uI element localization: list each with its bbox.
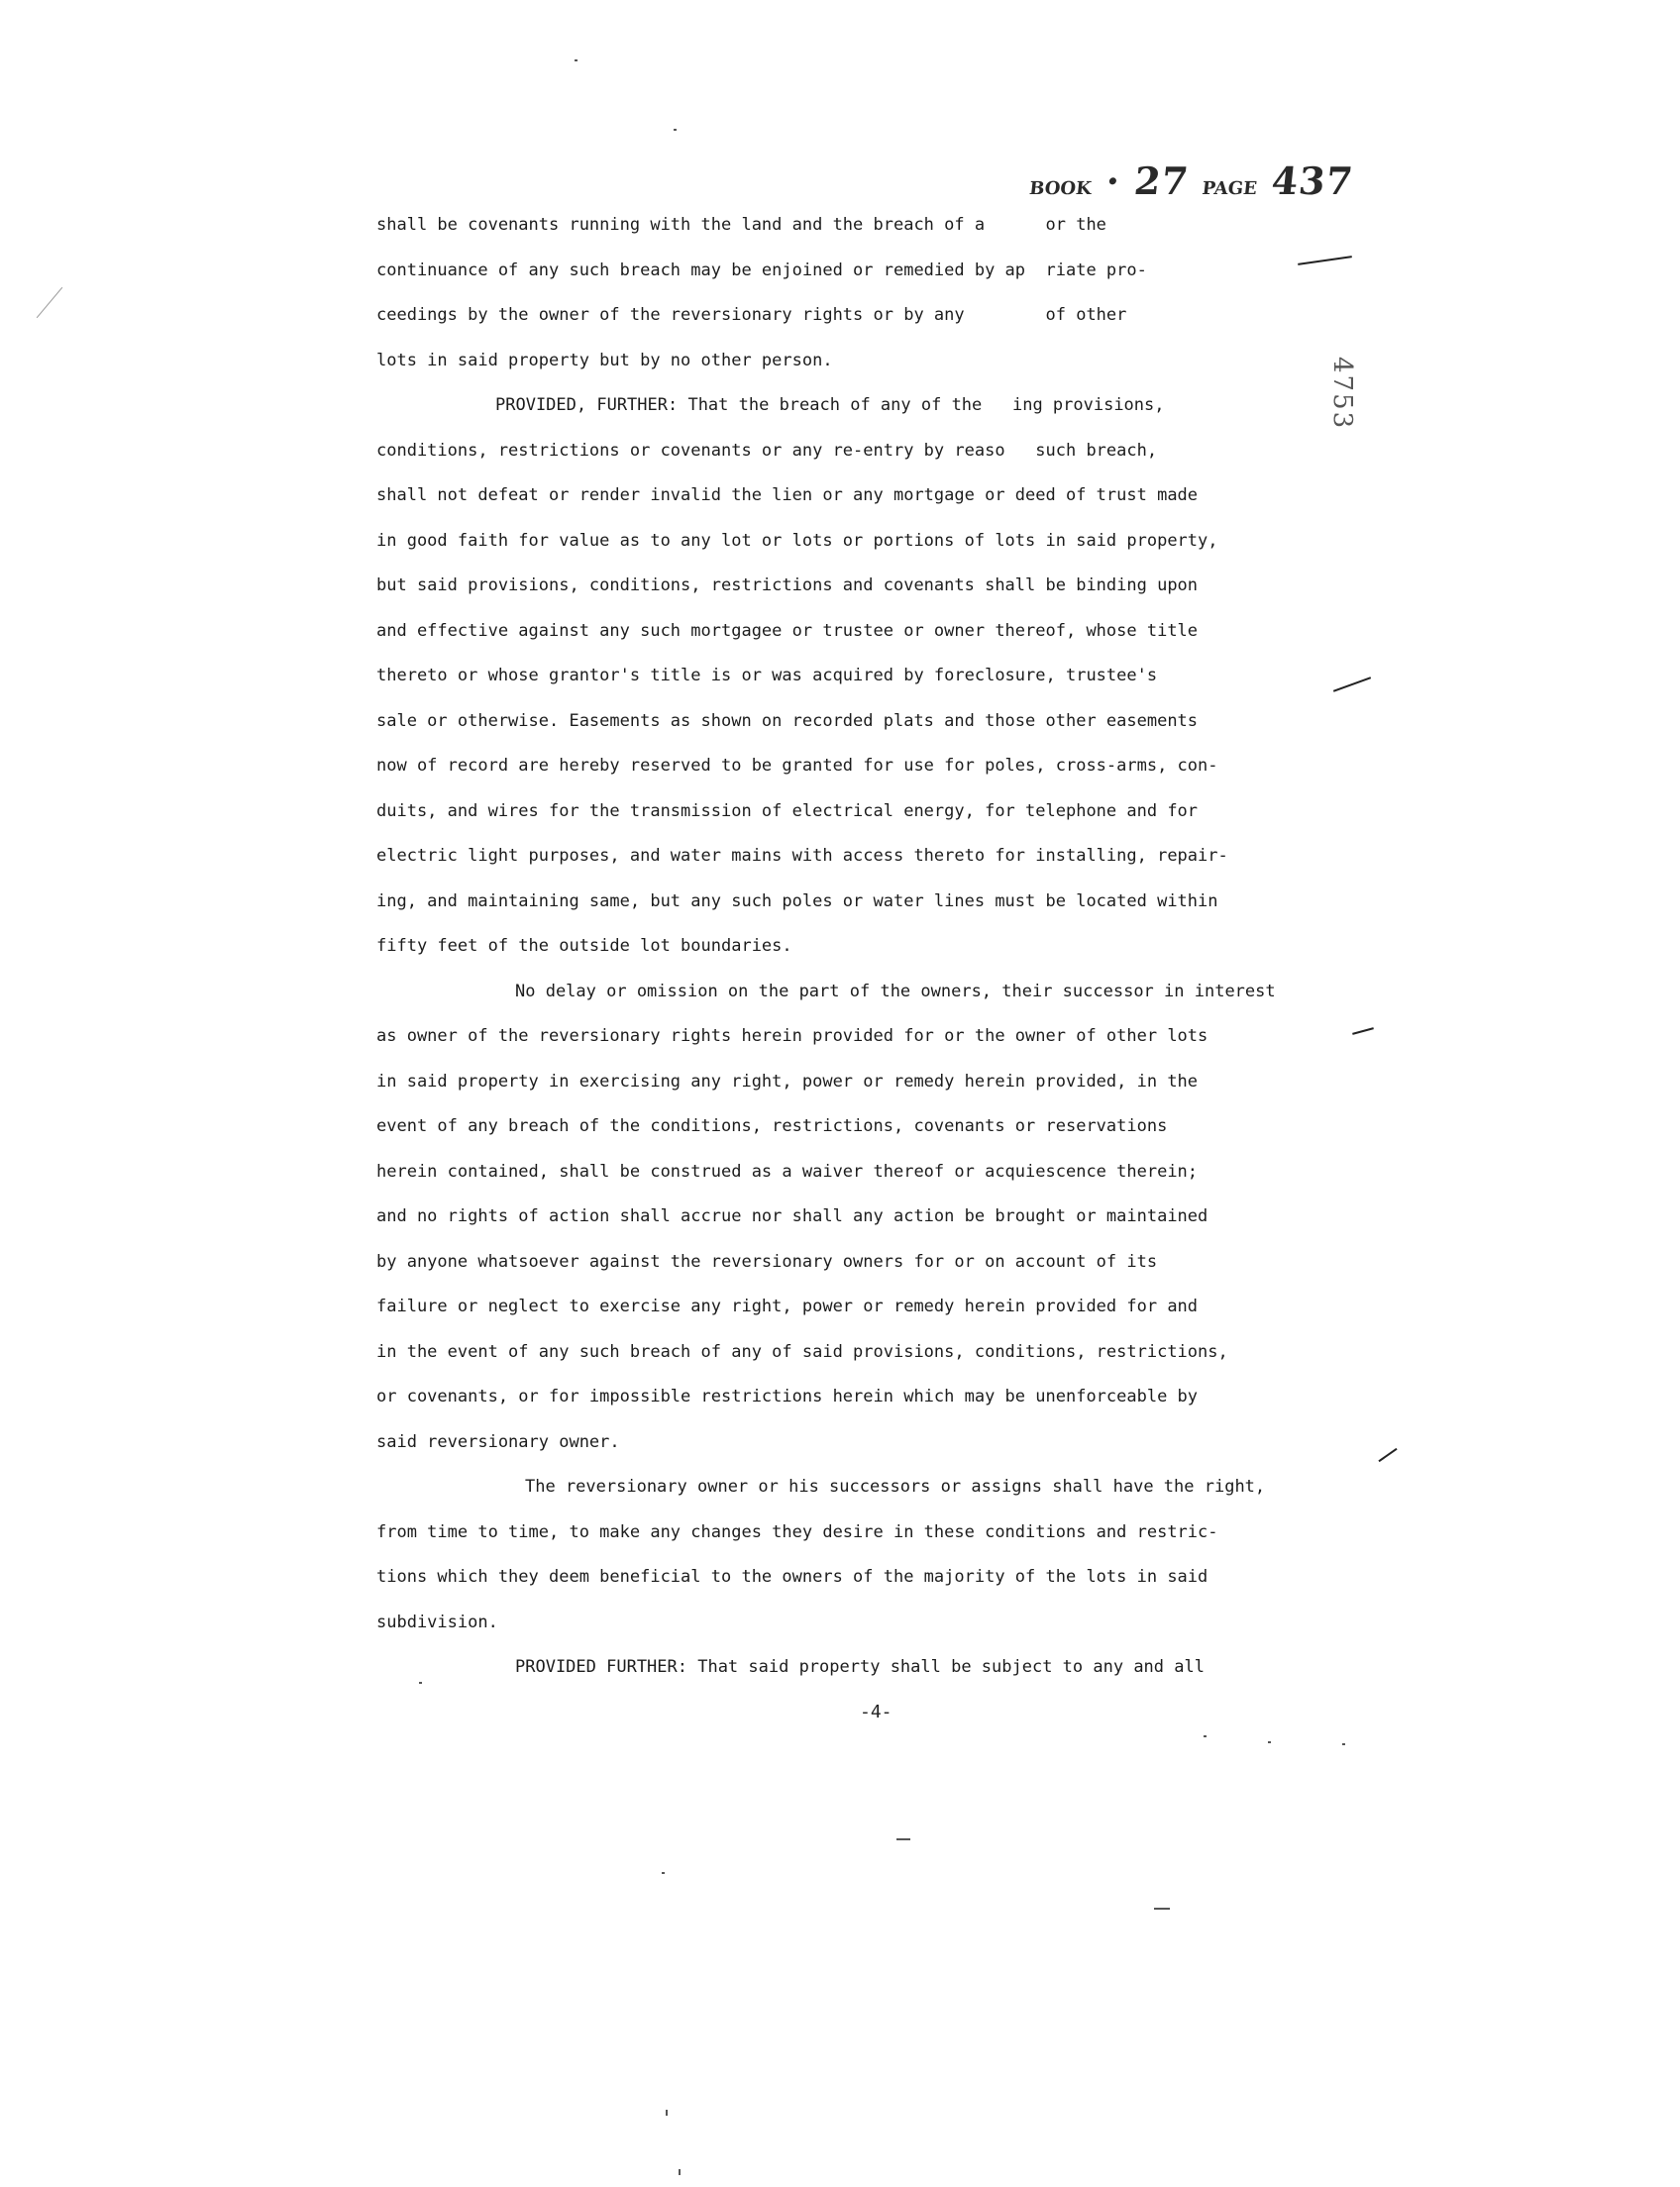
text-line: PROVIDED, FURTHER: That the breach of any of the ing provisions, [495, 395, 1165, 415]
text-line: in good faith for value as to any lot or lots or portions of lots in said property, [376, 530, 1218, 551]
text-line: but said provisions, conditions, restrictions and covenants shall be binding upon [376, 575, 1199, 595]
margin-recording-number: 4753 [1327, 357, 1357, 431]
text-line: PROVIDED FURTHER: That said property shall be subject to any and all [515, 1657, 1205, 1677]
text-line: and effective against any such mortgagee or trustee or owner thereof, whose title [376, 620, 1199, 641]
text-line: now of record are hereby reserved to be granted for use for poles, cross-arms, con- [376, 756, 1218, 776]
text-line: subdivision. [376, 1612, 498, 1632]
text-line: from time to time, to make any changes they desire in these conditions and restric- [376, 1521, 1218, 1542]
scan-speck [674, 129, 677, 131]
text-line: event of any breach of the conditions, restrictions, covenants or reservations [376, 1116, 1168, 1136]
scan-speck [679, 2169, 681, 2175]
book-page-stamp [1028, 158, 1356, 203]
text-line: and no rights of action shall accrue nor shall any action be brought or maintained [376, 1206, 1208, 1226]
text-line: No delay or omission on the part of the owners, their successor in interest [515, 981, 1276, 1001]
text-line: in the event of any such breach of any of said provisions, conditions, restrictions, [376, 1341, 1228, 1362]
text-line: ceedings by the owner of the reversionary rights or by any of other [376, 305, 1127, 325]
scan-speck [1268, 1741, 1271, 1743]
scan-speck [1154, 1908, 1170, 1910]
text-line: as owner of the reversionary rights herein provided for or the owner of other lots [376, 1026, 1208, 1046]
scan-speck [662, 1872, 665, 1874]
text-line: shall not defeat or render invalid the lien or any mortgage or deed of trust made [376, 485, 1199, 505]
scan-speck [896, 1838, 910, 1840]
text-line: tions which they deem beneficial to the owners of the majority of the lots in said [376, 1567, 1208, 1587]
text-line: failure or neglect to exercise any right, power or remedy herein provided for and [376, 1297, 1199, 1316]
stamp-mid: PAGE [1201, 178, 1258, 199]
text-line: duits, and wires for the transmission of electrical energy, for telephone and for [376, 800, 1199, 821]
text-line: in said property in exercising any right, power or remedy herein provided, in the [376, 1071, 1199, 1092]
scan-speck [1204, 1735, 1207, 1737]
page-number: -4- [860, 1702, 892, 1722]
text-line: shall be covenants running with the land and the breach of a or the [376, 215, 1106, 235]
scan-speck [666, 2110, 668, 2116]
text-line: thereto or whose grantor's title is or was acquired by foreclosure, trustee's [376, 666, 1158, 685]
text-line: fifty feet of the outside lot boundaries. [376, 936, 792, 956]
text-line: or covenants, or for impossible restrictions herein which may be unenforceable by [376, 1387, 1199, 1406]
text-line: continuance of any such breach may be enjoined or remedied by ap riate pro- [376, 260, 1147, 280]
margin-pen-mark [1378, 1448, 1397, 1462]
scan-speck [419, 1682, 422, 1684]
scan-speck [1342, 1743, 1345, 1745]
scan-speck [575, 59, 578, 61]
document-body [376, 203, 1357, 1691]
text-line: herein contained, shall be construed as a waiver thereof or acquiescence therein; [376, 1161, 1199, 1182]
text-line: lots in said property but by no other person. [376, 350, 833, 370]
text-line: said reversionary owner. [376, 1431, 620, 1452]
text-line: electric light purposes, and water mains with access thereto for installing, repair- [376, 846, 1228, 866]
margin-pen-mark [37, 287, 62, 318]
page-stamp-number: 437 [1269, 158, 1356, 203]
stamp-prefix: BOOK [1028, 178, 1093, 199]
text-line: sale or otherwise. Easements as shown on recorded plats and those other easements [376, 710, 1199, 731]
book-number: · 27 [1103, 158, 1206, 203]
text-line: ing, and maintaining same, but any such poles or water lines must be located within [376, 890, 1218, 911]
text-line: The reversionary owner or his successors or assigns shall have the right, [525, 1477, 1266, 1497]
text-line: by anyone whatsoever against the reversionary owners for or on account of its [376, 1251, 1158, 1272]
text-line: conditions, restrictions or covenants or any re-entry by reaso such breach, [376, 440, 1158, 461]
